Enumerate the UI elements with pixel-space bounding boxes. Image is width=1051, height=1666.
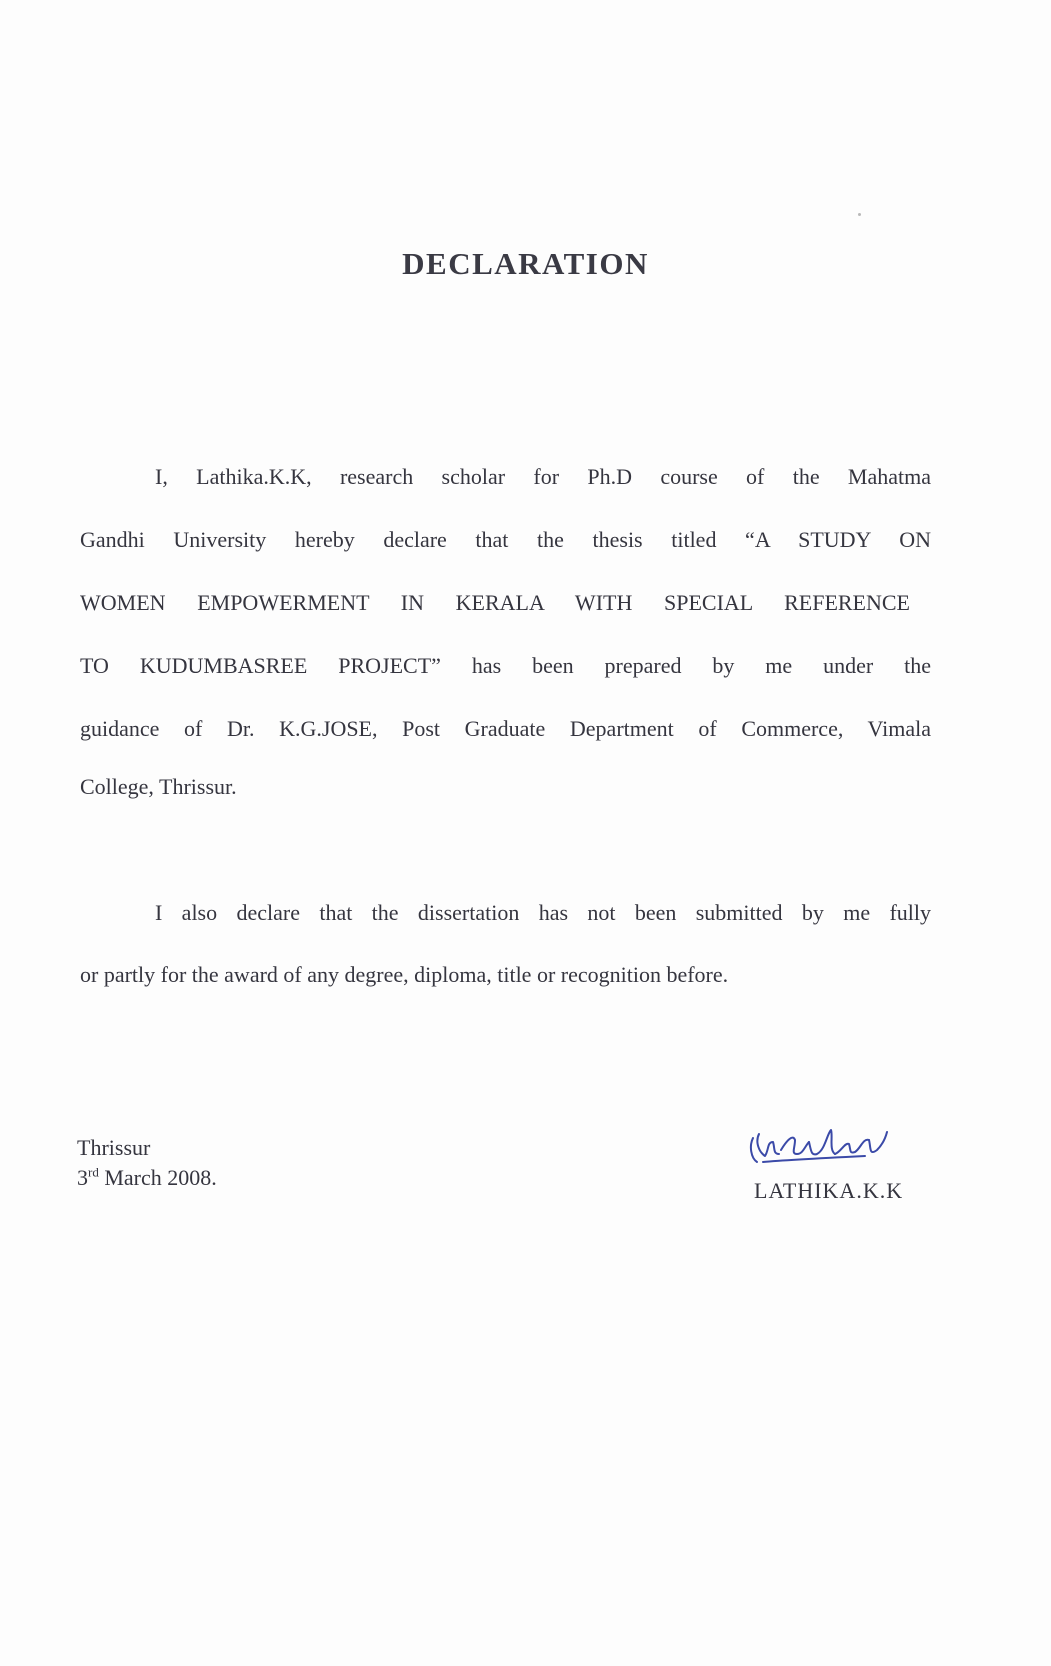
date-day: 3 [77,1165,88,1190]
paragraph1-line: guidance of Dr. K.G.JOSE, Post Graduate Department of Commerce, Vimala [80,716,931,741]
date-text [77,1164,217,1192]
date-rest: March 2008. [98,1165,217,1190]
paragraph1-line: TO KUDUMBASREE PROJECT” has been prepared by me under the [80,653,931,678]
paragraph2-line: I also declare that the dissertation has not been submitted by me fully [155,900,931,925]
paragraph2-line: or partly for the award of any degree, diploma, title or recognition before. [80,962,729,987]
paragraph1-line: Gandhi University hereby declare that the thesis titled “A STUDY ON [80,527,931,552]
page-title: DECLARATION [402,246,649,281]
date-suffix: rd [88,1164,99,1180]
handwritten-signature [745,1120,895,1168]
place-text: Thrissur [77,1135,151,1160]
paragraph1-line: WOMEN EMPOWERMENT IN KERALA WITH SPECIAL REFERENCE [80,590,910,615]
paragraph1-line: I, Lathika.K.K, research scholar for Ph.D course of the Mahatma [155,464,931,489]
paragraph1-line: College, Thrissur. [80,774,237,799]
signer-name: LATHIKA.K.K [754,1178,904,1203]
scan-speck [858,213,861,216]
